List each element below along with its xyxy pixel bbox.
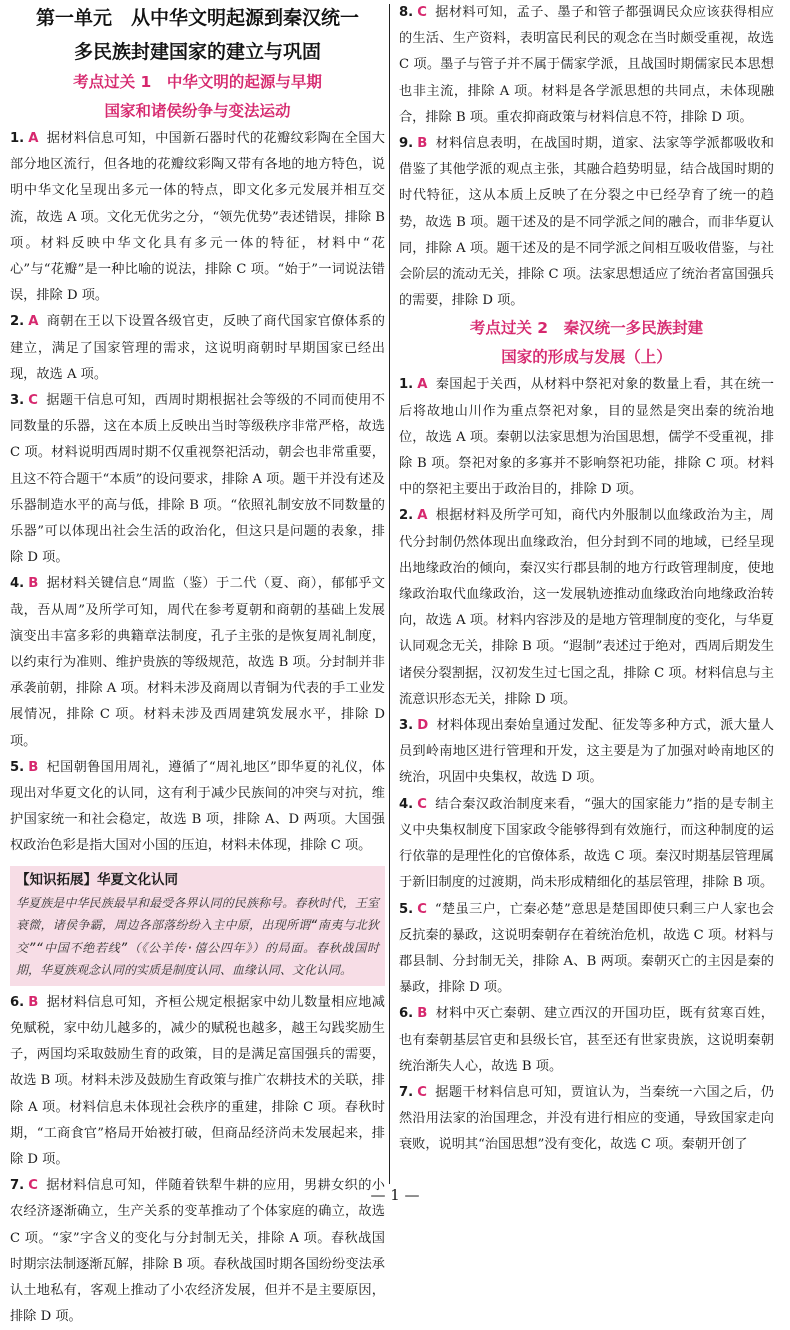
answer-item-s1-4: 4. B 据材料关键信息“周监（鉴）于二代（夏、商），郁郁乎文哉，吾从周”及所学可知，周代在参考夏朝和商朝的基础上发展演变出丰富多彩的典籍章法制度，孔子主张的是恢复周礼制度，以约束行为准则、维护贵族的等级规范，故选 B 项。分封制并非承袭前朝，排除 A 项。材料未涉及商周以青铜为代表的手工业发展情况，排除 C 项。材料未涉及西周建筑发展水平，排除 D 项。 xyxy=(10,576,385,749)
answer-item-s2-1: 1. A 秦国起于关西，从材料中祭祀对象的数量上看，其在统一后将故地山川作为重点祭祀对象，目的显然是突出秦的统治地位，故选 A 项。秦朝以法家思想为治国思想，儒学不受重视，排除 B 项。祭祀对象的多寡并不影响祭祀功能，排除 C 项。材料中的祭祀主要出于政治目的，排除 D 项。 xyxy=(399,377,774,498)
left-column xyxy=(10,0,385,1330)
column-divider xyxy=(389,4,390,1184)
answer-item-s2-4: 4. C 结合秦汉政治制度来看，“强大的国家能力”指的是专制主义中央集权制度下国家政令能够得到有效施行，而这种制度的运行依靠的是理性化的官僚体系，故选 C 项。秦汉时期基层管理属于新旧制度的过渡期，尚未形成精细化的基层管理，排除 B 项。 xyxy=(399,796,774,891)
answer-item-s2-5: 5. C “楚虽三户，亡秦必楚”意思是楚国即使只剩三户人家也会反抗秦的暴政，这说明秦朝存在着统治危机，故选 C 项。材料与郡县制、分封制无关，排除 A、B 两项。秦朝灭亡的主因是秦的暴政，排除 D 项。 xyxy=(399,901,774,996)
answer-item-s2-3: 3. D 材料体现出秦始皇通过发配、征发等多种方式，派大量人员到岭南地区进行管理和开发，这主要是为了加强对岭南地区的统治，巩固中央集权，故选 D 项。 xyxy=(399,718,774,786)
unit-title-line-2: 多民族封建国家的建立与巩固 xyxy=(73,41,321,63)
unit-title-line-1: 第一单元 从中华文明起源到秦汉统一 xyxy=(35,7,359,29)
answer-item-s1-9: 9. B 材料信息表明，在战国时期，道家、法家等学派都吸收和借鉴了其他学派的观点主张，其融合趋势明显，结合战国时期的时代特征，这从本质上反映了在分裂之中已经孕育了统一的趋势，故选 B 项。题干述及的是不同学派之间的融合，而非华夏认同，排除 A 项。题干述及的是不同学派之间相互吸收借鉴，与社会阶层的流动无关，排除 C 项。法家思想适应了统治者富国强兵的需要，排除 D 项。 xyxy=(399,136,774,309)
answer-item-s1-5: 5. B 杞国朝鲁国用周礼，遵循了“周礼地区”即华夏的礼仪，体现出对华夏文化的认同，这有利于减少民族间的冲突与对抗，维护国家统一和社会稳定，故选 B 项，排除 A、D 两项。大国强权政治色彩是指大国对小国的压迫，材料未体现，排除 C 项。 xyxy=(10,759,385,854)
section2-title-line-2: 国家的形成与发展（上） xyxy=(501,348,672,367)
knowledge-body: 华夏族是中华民族最早和最受各界认同的民族称号。春秋时代，王室衰微，诸侯争霸，周边各部落纷纷入主中原，出现所谓“南夷与北狄交”“中国不绝若线”（《公羊传·僖公四年》）的局面。春秋战国时期，华夏族观念认同的实质是制度认同、血缘认同、文化认同。 xyxy=(16,895,379,978)
page-number: — 1 — xyxy=(370,1186,420,1204)
right-column xyxy=(399,0,774,1159)
answer-item-s1-2: 2. A 商朝在王以下设置各级官吏，反映了商代国家官僚体系的建立，满足了国家管理的需求，这说明商朝时早期国家已经出现，故选 A 项。 xyxy=(10,314,385,382)
answer-item-s1-3: 3. C 据题干信息可知，西周时期根据社会等级的不同而使用不同数量的乐器，这在本质上反映出当时等级秩序非常严格，故选 C 项。材料说明西周时期不仅重视祭祀活动，朝会也非常重要，且这不符合题干“本质”的设问要求，排除 A 项。题干并没有述及乐器制造水平的高与低，排除 B 项。“依照礼制安放不同数量的乐器”可以体现出社会生活的政治化，但这只是问题的表象，排除 D 项。 xyxy=(10,393,385,566)
answer-item-s2-2: 2. A 根据材料及所学可知，商代内外服制以血缘政治为主，周代分封制仍然体现出血缘政治，但分封到不同的地域，已经呈现出地缘政治的倾向，秦汉实行郡县制的地方行政管理制度，使地缘政治取代血缘政治，这一发展轨迹推动血缘政治向地缘政治转向，故选 A 项。材料内容涉及的是地方管理制度的变化，与华夏认同观念无关，排除 B 项。“遐制”表述过于绝对，西周后期发生诸侯分裂割据，汉初发生过七国之乱，排除 C 项。材料信息与主流意识形态无关，排除 D 项。 xyxy=(399,508,774,707)
section1-title-line-1: 考点过关 1 中华文明的起源与早期 xyxy=(73,73,322,91)
answer-item-s1-6: 6. B 据材料信息可知，齐桓公规定根据家中幼儿数量相应地减免赋税，家中幼儿越多的，减少的赋税也越多，越王勾践奖励生子，两国均采取鼓励生育的政策，目的是满足富国强兵的需要，故选 B 项。材料未涉及鼓励生育政策与推广农耕技术的关联，排除 A 项。材料信息未体现社会秩序的重建，排除 C 项。春秋时期，“工商食官”格局开始被打破，但商品经济尚未发展起来，排除 D 项。 xyxy=(10,994,385,1167)
answer-item-s2-6: 6. B 材料中灭亡秦朝、建立西汉的开国功臣，既有贫寒百姓，也有秦朝基层官吏和县级长官，甚至还有世家贵族，这说明秦朝统治渐失人心，故选 B 项。 xyxy=(399,1006,774,1074)
answer-item-s1-7: 7. C 据材料信息可知，伴随着铁犁牛耕的应用，男耕女织的小农经济逐渐确立，生产关系的变革推动了个体家庭的确立，故选 C 项。“家”字含义的变化与分封制无关，排除 A 项。春秋战国时期宗法制逐渐瓦解，排除 B 项。春秋战国时期各国纷纷变法承认土地私有，客观上推动了小农经济发展，但并不是主要原因，排除 D 项。 xyxy=(10,1178,385,1325)
answer-item-s1-8: 8. C 据材料可知，孟子、墨子和管子都强调民众应该获得相应的生活、生产资料，表明富民利民的观念在当时颇受重视，故选 C 项。墨子与管子并不属于儒家学派，且战国时期儒家民本思想也非主流，排除 A 项。材料是各学派思想的共同点，未体现融合，排除 B 项。重农抑商政策与材料信息不符，排除 D 项。 xyxy=(399,5,774,125)
knowledge-box xyxy=(10,866,385,986)
answer-item-s2-7: 7. C 据题干材料信息可知，贾谊认为，当秦统一六国之后，仍然沿用法家的治国理念，并没有进行相应的变通，导致国家走向衰败，说明其“治国思想”没有变化，故选 C 项。秦朝开创了 xyxy=(399,1084,774,1153)
knowledge-title: 【知识拓展】华夏文化认同 xyxy=(16,871,178,888)
answer-item-s1-1: 1. A 据材料信息可知，中国新石器时代的花瓣纹彩陶在全国大部分地区流行，但各地的花瓣纹彩陶又带有各地的地方特色，说明中华文化呈现出多元一体的特点，即文化多元发展并相互交流，故选 A 项。文化无优劣之分，“领先优势”表述错误，排除 B 项。材料反映中华文化具有多元一体的特征，材料中“花心”与“花瓣”是一种比喻的说法，排除 C 项。“始于”一词说法错误，排除 D 项。 xyxy=(10,131,385,304)
section2-title-line-1: 考点过关 2 秦汉统一多民族封建 xyxy=(469,319,704,338)
section1-title-line-2: 国家和诸侯纷争与变法运动 xyxy=(104,102,291,120)
